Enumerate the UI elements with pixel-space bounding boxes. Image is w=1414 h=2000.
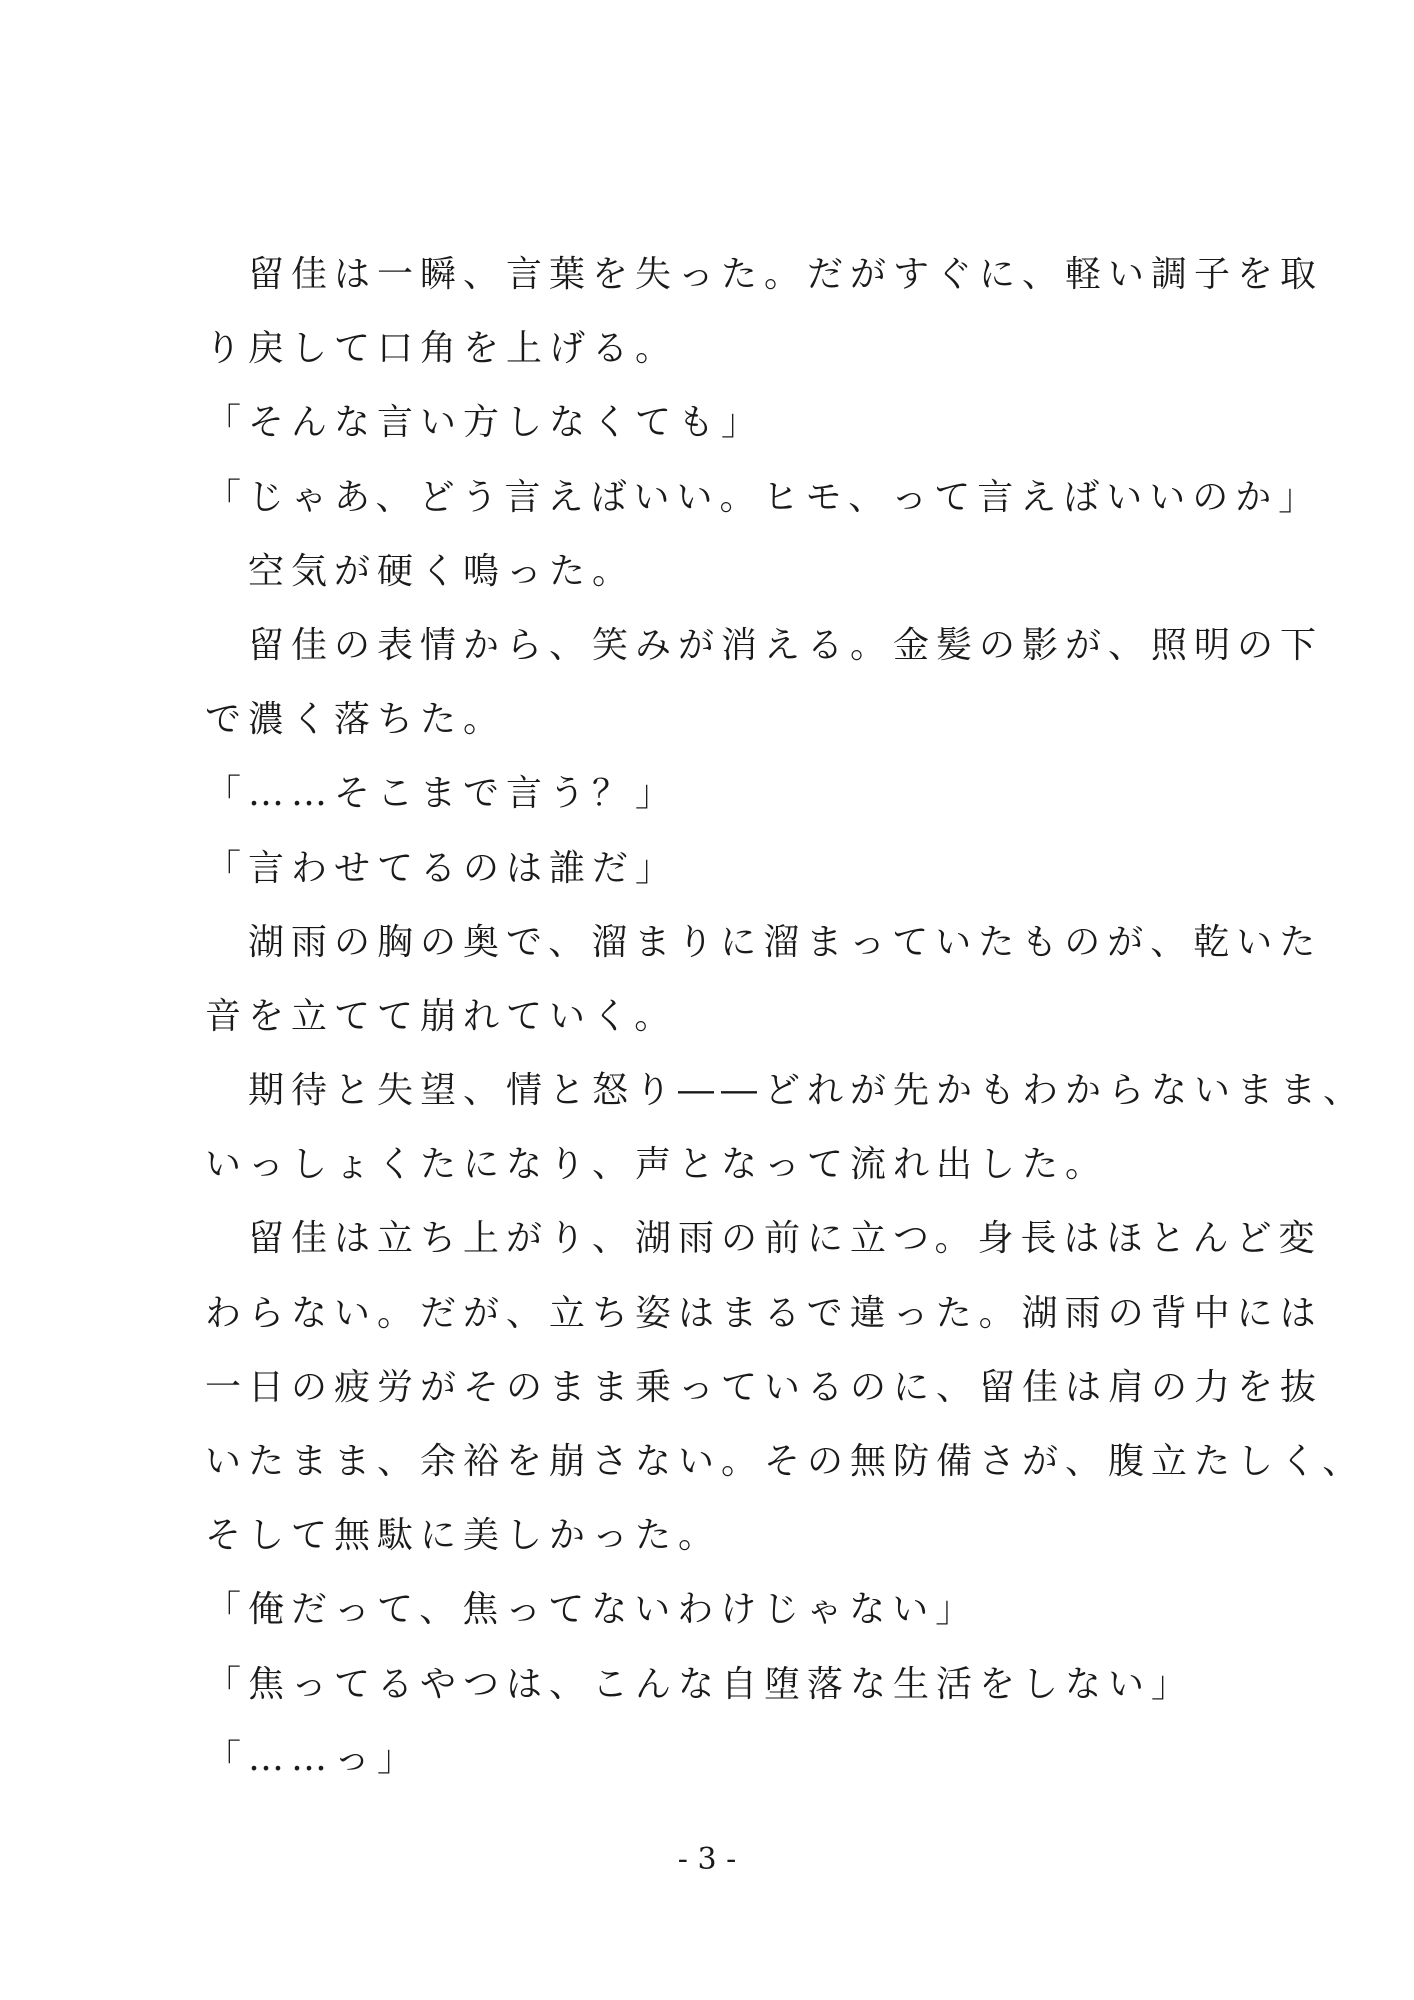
- text-line: 「俺だって、焦ってないわけじゃない」: [205, 1589, 979, 1631]
- text-line: 「……そこまで言う？」: [205, 773, 679, 815]
- text-line: 留佳の表情から、笑みが消える。金髪の影が、照明の下: [205, 624, 1324, 666]
- text-line: わらない。だが、立ち姿はまるで違った。湖雨の背中には: [205, 1292, 1323, 1334]
- text-line: 「じゃあ、どう言えばいい。ヒモ、って言えばいいのか」: [205, 476, 1322, 518]
- text-line: いっしょくたになり、声となって流れ出した。: [205, 1144, 1109, 1186]
- text-line: 留佳は立ち上がり、湖雨の前に立つ。身長はほとんど変: [205, 1218, 1322, 1260]
- text-line: 音を立てて崩れていく。: [205, 995, 678, 1037]
- text-line: 一日の疲労がそのまま乗っているのに、留佳は肩の力を抜: [205, 1366, 1324, 1408]
- text-line: 期待と失望、情と怒り――どれが先かもわからないまま、: [205, 1070, 1367, 1112]
- text-line: 留佳は一瞬、言葉を失った。だがすぐに、軽い調子を取: [205, 254, 1324, 295]
- text-line: 湖雨の胸の奥で、溜まりに溜まっていたものが、乾いた: [205, 921, 1323, 963]
- text-line: 「……っ」: [205, 1737, 421, 1779]
- text-line: 「焦ってるやつは、こんな自堕落な生活をしない」: [205, 1663, 1195, 1705]
- text-line: り戻して口角を上げる。: [205, 328, 679, 370]
- text-line: いたまま、余裕を崩さない。その無防備さが、腹立たしく、: [205, 1441, 1366, 1482]
- page-number: - 3 -: [677, 1842, 737, 1877]
- text-line: 「そんな言い方しなくても」: [205, 402, 765, 444]
- body-text: [205, 238, 1367, 1796]
- text-line: そして無駄に美しかった。: [205, 1515, 722, 1557]
- text-line: 空気が硬く鳴った。: [205, 550, 636, 592]
- text-line: で濃く落ちた。: [205, 699, 507, 741]
- text-line: 「言わせてるのは誰だ」: [205, 847, 679, 889]
